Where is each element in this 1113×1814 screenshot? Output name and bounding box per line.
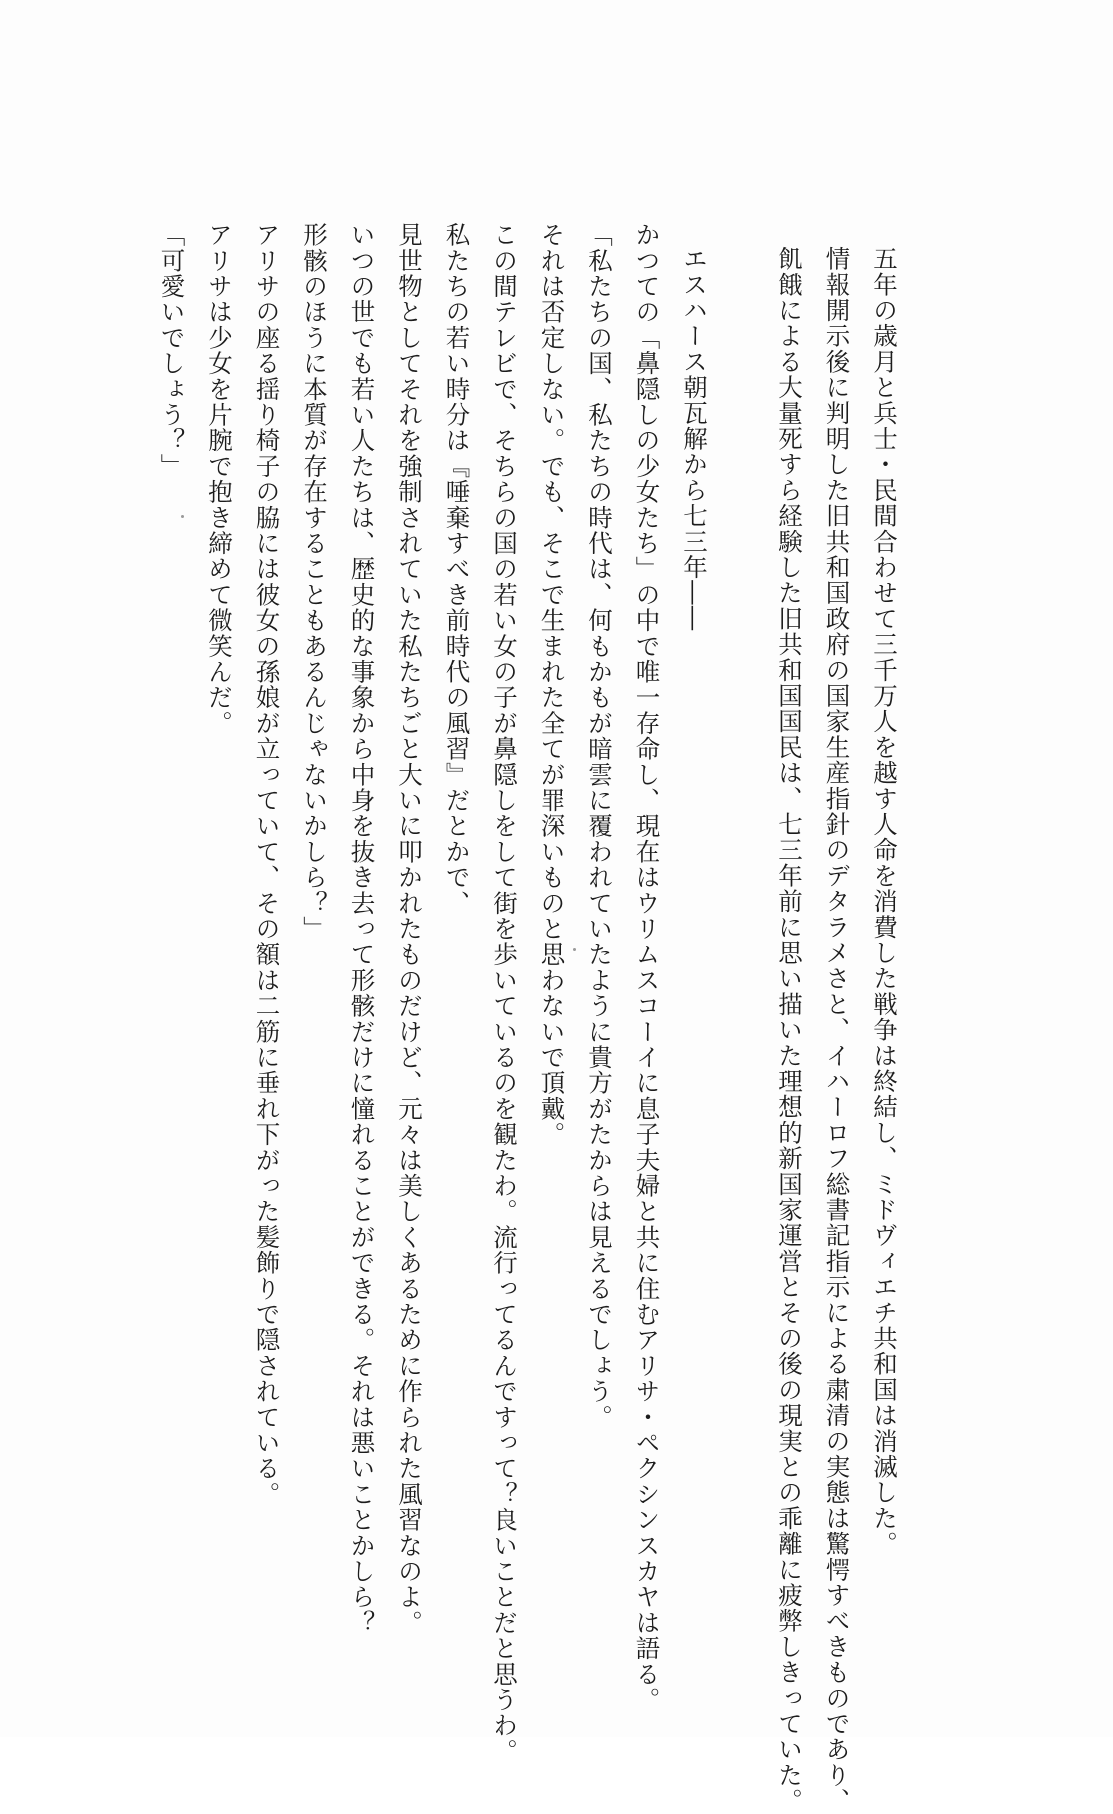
paragraph-5: 「私たちの国、私たちの時代は、何もかもが暗雲に覆われていたように貴方がたからは見えるでしょう。 [585, 222, 614, 1430]
paper-speck [573, 948, 576, 951]
paragraph-12: アリサの座る揺り椅子の脇には彼女の孫娘が立っていて、その額は二筋に垂れ下がった髪飾りで隠されている。 [252, 222, 282, 1507]
paragraph-11: 形骸のほうに本質が存在することもあるんじゃないかしら？」 [300, 222, 329, 942]
vertical-text-body [148, 222, 908, 1814]
section-heading: エスハース朝瓦解から七三年―― [680, 246, 709, 632]
paragraph-1: 五年の歳月と兵士・民間合わせて三千万人を越す人命を消費した戦争は終結し、ミドヴィエチ共和国は消滅した。 [870, 246, 899, 1557]
paragraph-14: 「可愛いでしょう？」 [157, 222, 187, 479]
paragraph-2: 情報開示後に判明した旧共和国政府の国家生産指針のデタラメさと、イハーロフ総書記指示による粛清の実態は驚愕すべきものであり、 [822, 246, 852, 1814]
paper-speck [181, 515, 184, 518]
paragraph-7: この間テレビで、そちらの国の若い女の子が鼻隠しをして街を歩いているのを観たわ。流行ってるんですって？良いことだと思うわ。 [490, 222, 519, 1764]
paragraph-3: 飢餓による大量死すら経験した旧共和国国民は、七三年前に思い描いた理想的新国家運営とその後の現実との乖離に疲弊しきっていた。 [775, 246, 804, 1814]
paragraph-6: それは否定しない。でも、そこで生まれた全てが罪深いものと思わないで頂戴。 [537, 222, 567, 1148]
blank-line [718, 222, 766, 223]
paragraph-9: 見世物としてそれを強制されていた私たちごと大いに叩かれたものだけど、元々は美しくあるために作られた風習なのよ。 [395, 222, 424, 1636]
paragraph-13: アリサは少女を片腕で抱き締めて微笑んだ。 [205, 222, 234, 736]
paragraph-10: いつの世でも若い人たちは、歴史的な事象から中身を抜き去って形骸だけに憧れることができる。それは悪いことかしら？ [347, 222, 377, 1636]
paragraph-8: 私たちの若い時分は『唾棄すべき前時代の風習』だとかで、 [442, 222, 472, 916]
paragraph-4: かつての「鼻隠しの少女たち」の中で唯一存命し、現在はウリムスコーイに息子夫婦と共に住むアリサ・ペクシンスカヤは語る。 [632, 222, 662, 1713]
